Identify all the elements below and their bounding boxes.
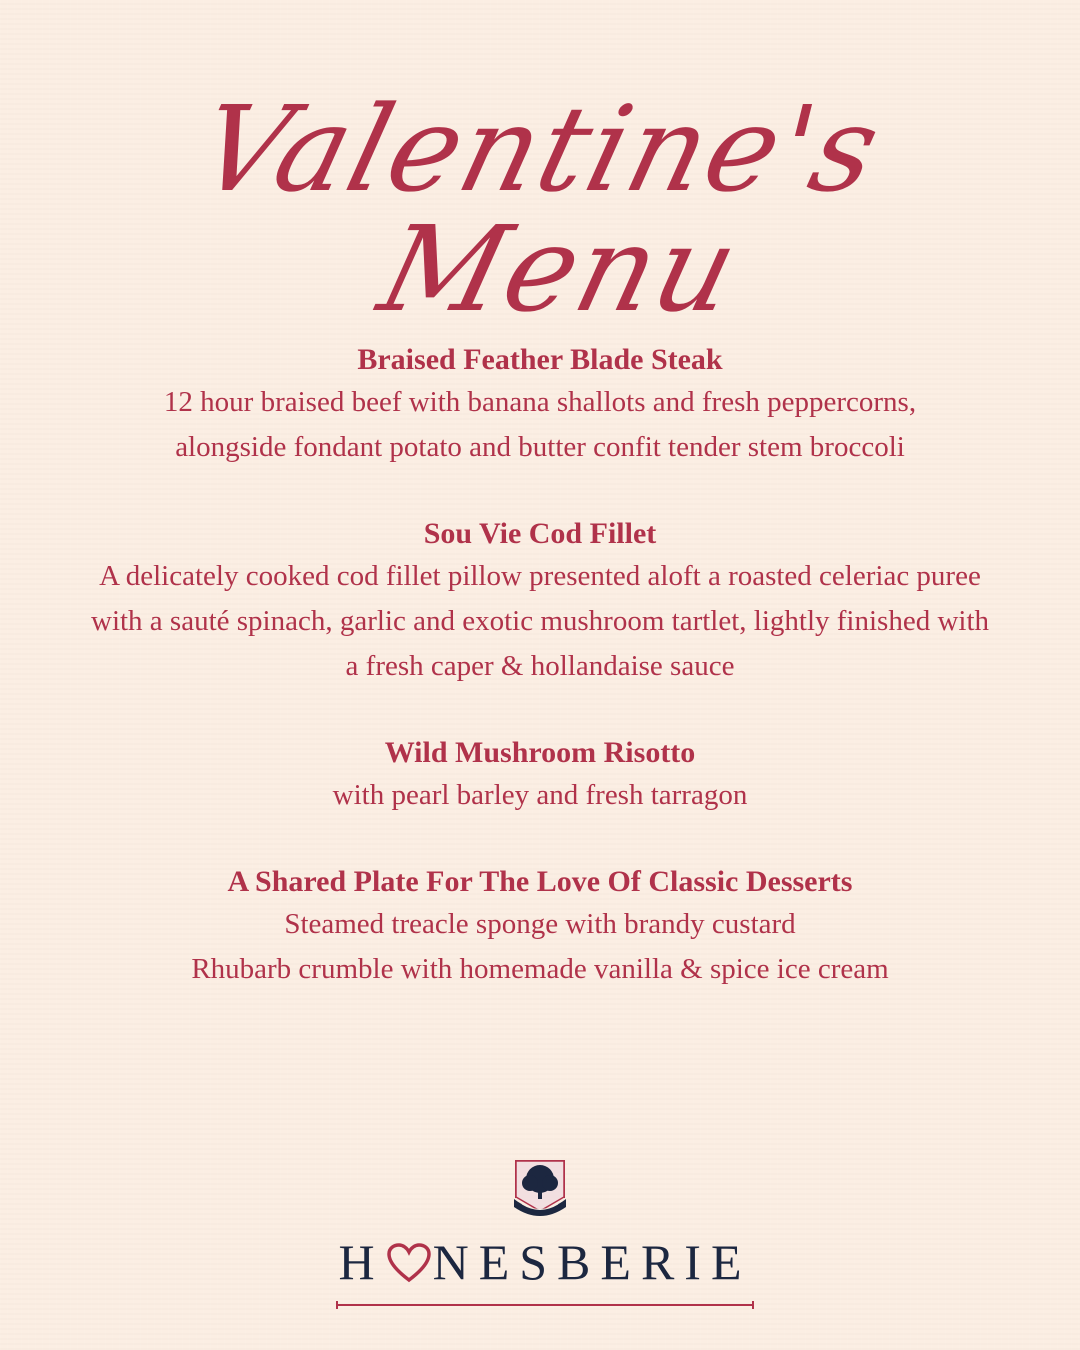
brand-letters-nesberie: NESBERIE (432, 1234, 752, 1290)
title-line-valentines: Valentine's (185, 80, 895, 218)
brand-logo (0, 1155, 1080, 1315)
title-line-menu: Menu (367, 200, 753, 338)
course-item (60, 733, 1020, 818)
course-name: Braised Feather Blade Steak (357, 343, 723, 376)
course-name: Wild Mushroom Risotto (384, 736, 696, 769)
brand-underline-divider (335, 1300, 755, 1310)
course-item (60, 514, 1020, 689)
brand-letter-h: H (338, 1234, 385, 1290)
course-item (60, 340, 1020, 470)
course-description: 12 hour braised beef with banana shallots and fresh peppercorns, alongside fondant potato and butter confit tender stem broccoli (163, 386, 917, 463)
course-name: Sou Vie Cod Fillet (423, 517, 657, 550)
menu-courses (60, 340, 1020, 1036)
brand-wordmark (0, 1233, 1080, 1291)
oak-tree-crest-icon (510, 1155, 570, 1227)
course-description: A delicately cooked cod fillet pillow presented aloft a roasted celeriac puree with a sauté spinach, garlic and exotic mushroom tartlet, lightly finished with a fresh caper & hollandaise sauce (91, 560, 989, 682)
course-name: A Shared Plate For The Love Of Classic Desserts (227, 865, 853, 898)
course-item (60, 862, 1020, 992)
course-description-line: Steamed treacle sponge with brandy custard (284, 908, 796, 940)
course-description-line: Rhubarb crumble with homemade vanilla & spice ice cream (191, 953, 889, 985)
menu-title (0, 40, 1080, 340)
course-description: with pearl barley and fresh tarragon (332, 779, 748, 811)
heart-icon (387, 1243, 431, 1283)
